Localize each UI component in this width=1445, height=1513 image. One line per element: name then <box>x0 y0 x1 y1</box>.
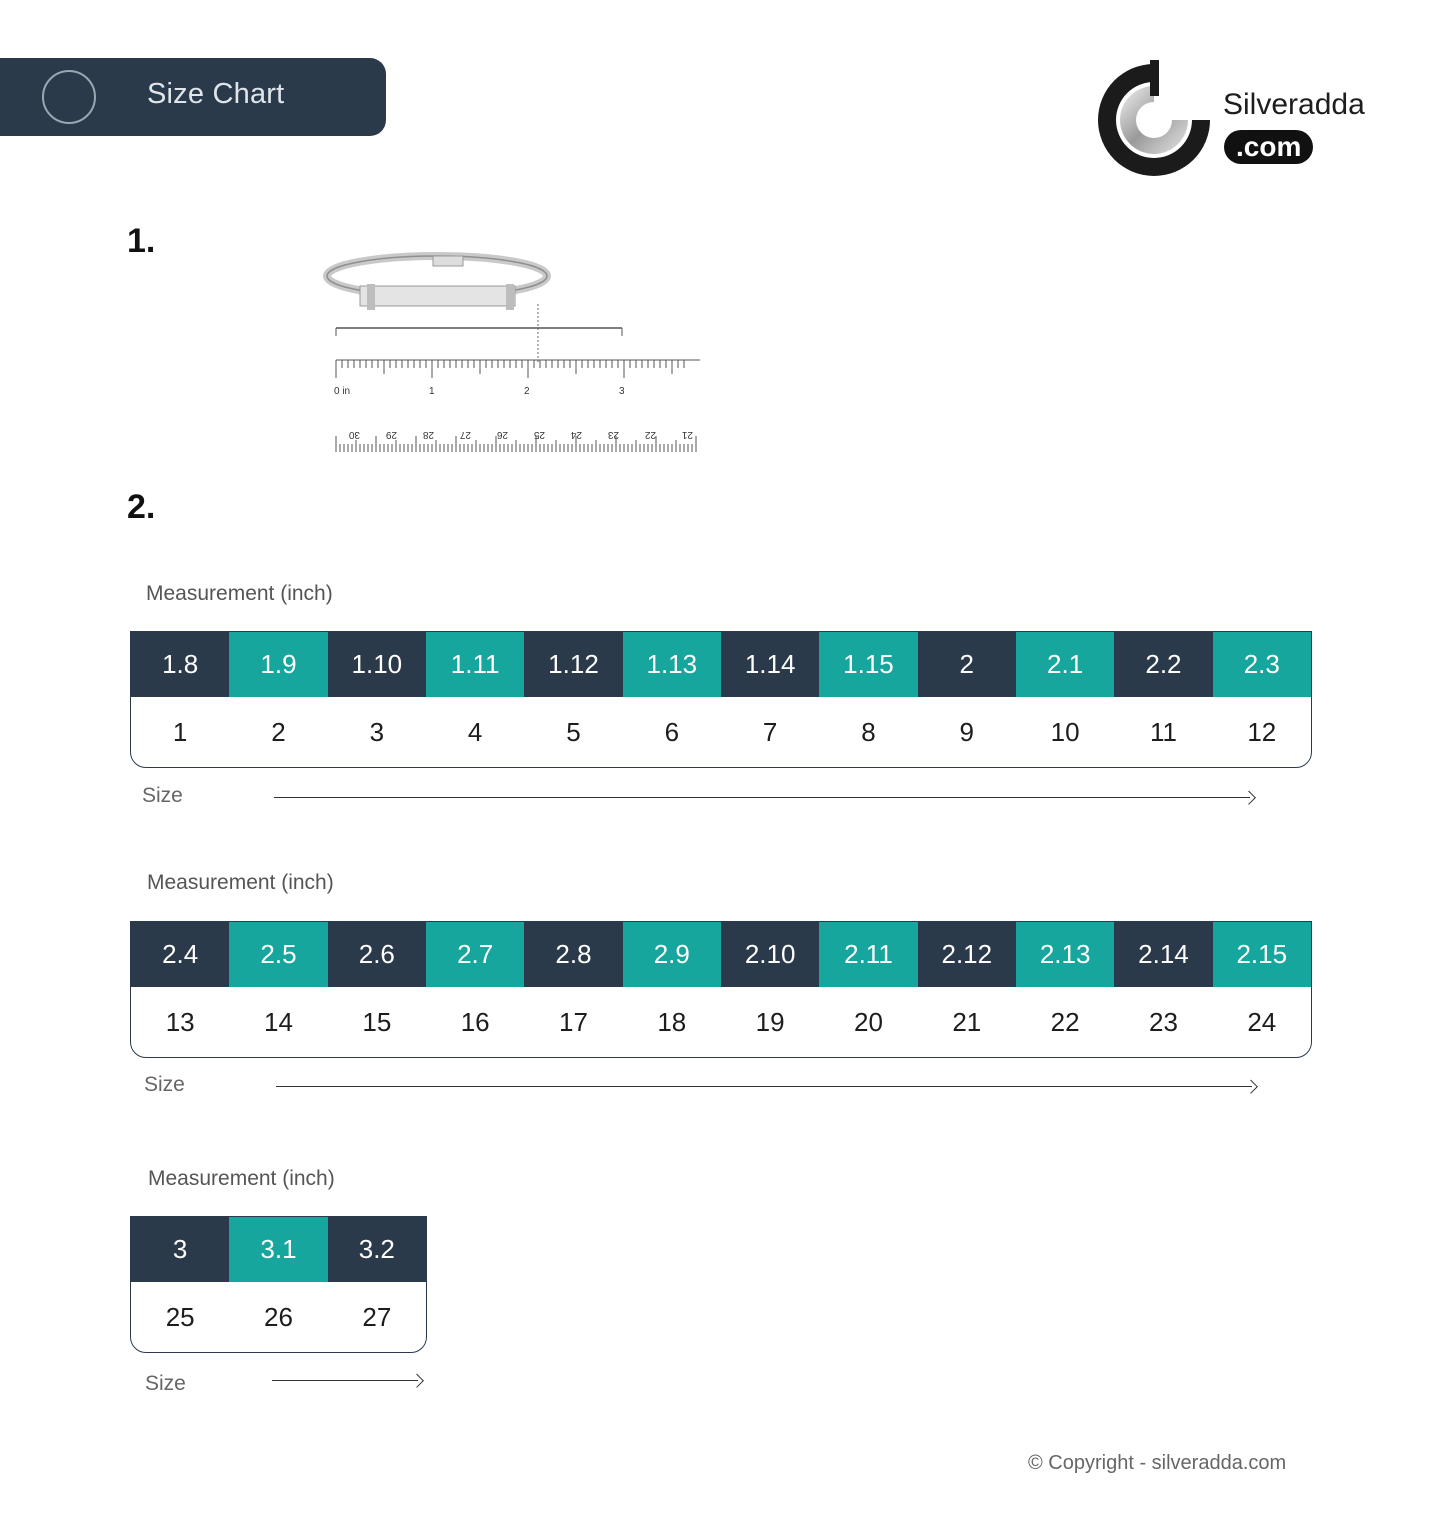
size-cell: 19 <box>755 1006 785 1037</box>
measurement-cell: 2.7 <box>426 922 524 987</box>
size-cell: 5 <box>566 716 581 747</box>
measurement-cell: 1.13 <box>623 632 721 697</box>
measurement-cell: 1.8 <box>131 632 229 697</box>
measurement-cell: 2.8 <box>524 922 622 987</box>
measurement-cell: 2.9 <box>623 922 721 987</box>
logo-mark-icon <box>1092 58 1216 182</box>
logo-wordmark: Silveradda <box>1223 88 1365 121</box>
size-arrow-icon <box>272 1375 424 1387</box>
size-table <box>130 631 1312 768</box>
measurement-cell: 1.9 <box>229 632 327 697</box>
measurement-cell: 1.11 <box>426 632 524 697</box>
ruler-cm-label: 26 <box>496 429 508 440</box>
ruler-cm-label: 27 <box>459 429 471 440</box>
size-cell: 8 <box>861 716 876 747</box>
size-label: Size <box>144 1073 185 1096</box>
ruler-cm-label: 29 <box>385 429 397 440</box>
circle-icon <box>42 70 96 124</box>
silveradda-logo <box>1092 58 1392 182</box>
size-cell: 11 <box>1149 716 1177 747</box>
page-title: Size Chart <box>147 78 285 110</box>
size-cell: 22 <box>1050 1006 1080 1037</box>
size-table <box>130 921 1312 1058</box>
size-cell: 9 <box>959 716 975 747</box>
size-cell: 26 <box>264 1301 293 1332</box>
size-label: Size <box>142 784 183 807</box>
copyright-text: © Copyright - silveradda.com <box>1028 1452 1287 1474</box>
size-label: Size <box>145 1372 186 1395</box>
measurement-cell: 3 <box>131 1217 229 1282</box>
measurement-cell: 1.10 <box>328 632 426 697</box>
size-row <box>131 1282 426 1352</box>
size-cell: 27 <box>362 1301 392 1332</box>
measurement-cell: 2.4 <box>131 922 229 987</box>
ruler-cm-label: 22 <box>644 429 656 440</box>
size-cell: 17 <box>559 1006 588 1037</box>
measurement-cell: 2.10 <box>721 922 819 987</box>
measurement-cell: 2.13 <box>1016 922 1114 987</box>
ruler-cm-label: 24 <box>570 429 582 440</box>
measurement-label: Measurement (inch) <box>148 1167 335 1190</box>
size-cell: 4 <box>467 716 483 747</box>
size-row <box>131 697 1311 767</box>
size-cell: 13 <box>165 1006 195 1037</box>
size-cell: 20 <box>854 1006 883 1037</box>
size-arrow-icon <box>274 792 1256 804</box>
size-cell: 14 <box>264 1006 293 1037</box>
size-cell: 10 <box>1050 716 1080 747</box>
step-one-label: 1. <box>127 222 156 260</box>
ruler-inch-label-0: 0 in <box>334 386 351 397</box>
measurement-cell: 2.6 <box>328 922 426 987</box>
size-cell: 18 <box>657 1006 687 1037</box>
size-cell: 15 <box>362 1006 392 1037</box>
ruler-inch-label-3: 3 <box>619 386 625 397</box>
ruler-cm-label: 30 <box>348 429 360 440</box>
measurement-cell: 2.15 <box>1213 922 1311 987</box>
measurement-cell: 2.2 <box>1114 632 1212 697</box>
size-cell: 25 <box>165 1301 195 1332</box>
ruler-cm-label: 25 <box>533 429 545 440</box>
ruler-cm-label: 21 <box>681 429 693 440</box>
measurement-row <box>131 1217 426 1282</box>
ruler-cm-label: 28 <box>422 429 434 440</box>
measurement-row <box>131 922 1311 987</box>
measurement-cell: 2.12 <box>918 922 1016 987</box>
size-cell: 16 <box>460 1006 490 1037</box>
size-cell: 23 <box>1148 1006 1178 1037</box>
size-cell: 2 <box>271 716 286 747</box>
ruler-cm-label: 23 <box>607 429 619 440</box>
measurement-cell: 2.1 <box>1016 632 1114 697</box>
size-table <box>130 1216 427 1353</box>
measurement-label: Measurement (inch) <box>147 871 334 894</box>
measurement-row <box>131 632 1311 697</box>
measurement-cell: 1.14 <box>721 632 819 697</box>
measurement-cell: 2.3 <box>1213 632 1311 697</box>
measurement-cell: 2.11 <box>819 922 917 987</box>
measurement-label: Measurement (inch) <box>146 582 333 605</box>
size-cell: 12 <box>1247 716 1277 747</box>
size-cell: 7 <box>762 716 778 747</box>
measurement-cell: 2.14 <box>1114 922 1212 987</box>
size-cell: 1 <box>172 716 188 747</box>
size-arrow-icon <box>276 1081 1258 1093</box>
measurement-cell: 1.12 <box>524 632 622 697</box>
measurement-cell: 2.5 <box>229 922 327 987</box>
measurement-cell: 1.15 <box>819 632 917 697</box>
measurement-cell: 3.1 <box>229 1217 327 1282</box>
step-two-label: 2. <box>127 488 156 526</box>
ruler-inch-label-1: 1 <box>429 386 435 397</box>
size-cell: 24 <box>1247 1006 1277 1037</box>
size-row <box>131 987 1311 1057</box>
logo-suffix: .com <box>1224 130 1313 164</box>
measurement-cell: 3.2 <box>328 1217 426 1282</box>
header-banner <box>0 58 386 136</box>
size-cell: 21 <box>952 1006 982 1037</box>
size-cell: 6 <box>664 716 680 747</box>
ruler-inch-label-2: 2 <box>524 386 530 397</box>
bangle-ruler-image <box>320 244 710 464</box>
measurement-cell: 2 <box>918 632 1016 697</box>
size-cell: 3 <box>369 716 385 747</box>
